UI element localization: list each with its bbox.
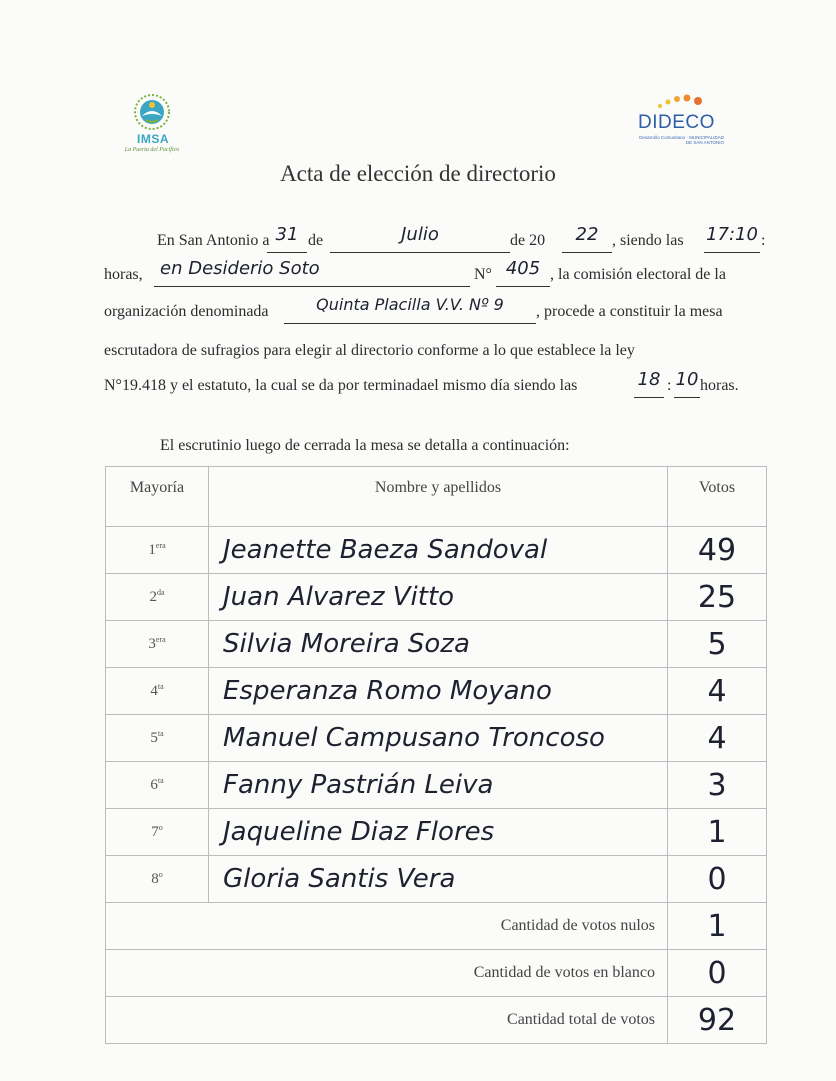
blank-votes-value: 0 — [668, 950, 767, 997]
results-table — [105, 466, 767, 1044]
text-horas-end: horas. — [700, 377, 739, 394]
name-cell: Jeanette Baeza Sandoval — [209, 527, 668, 574]
table-row — [106, 621, 767, 668]
text-colon-2: : — [667, 377, 672, 394]
field-year: 22 — [562, 232, 612, 253]
table-row — [106, 809, 767, 856]
name-cell: Gloria Santis Vera — [209, 856, 668, 903]
table-row — [106, 574, 767, 621]
imsa-logo — [112, 92, 192, 160]
name-cell: Manuel Campusano Troncoso — [209, 715, 668, 762]
name-cell: Esperanza Romo Moyano — [209, 668, 668, 715]
votes-cell: 3 — [668, 762, 767, 809]
text-organizacion: organización denominada — [104, 303, 269, 320]
votes-cell: 5 — [668, 621, 767, 668]
imsa-emblem-icon — [130, 92, 174, 132]
rank-cell: $3^{era}$ — [106, 621, 209, 668]
paragraph-line-2 — [104, 258, 766, 290]
field-day: 31 — [267, 232, 307, 253]
dideco-brand: DIDECO — [638, 112, 715, 133]
imsa-tagline: La Puerta del Pacífico — [124, 147, 180, 153]
dideco-dots-icon — [654, 94, 714, 112]
text-en-san-antonio: En San Antonio a — [157, 232, 270, 249]
field-organization: Quinta Placilla V.V. Nº 9 — [284, 303, 536, 324]
table-row — [106, 715, 767, 762]
text-siendo-las: , siendo las — [612, 232, 684, 249]
rank-cell: 8$^o$ — [106, 856, 209, 903]
blank-votes-row — [106, 950, 767, 997]
rank-cell: 7$^o$ — [106, 809, 209, 856]
scrutiny-intro: El escrutinio luego de cerrada la mesa se detalla a continuación: — [160, 437, 570, 454]
votes-cell: 4 — [668, 668, 767, 715]
paragraph-line-3 — [104, 295, 766, 327]
total-votes-value: 92 — [668, 997, 767, 1044]
dideco-logo — [632, 94, 722, 150]
rank-cell: $6^{ta}$ — [106, 762, 209, 809]
paragraph-line-4 — [104, 342, 766, 366]
field-time-start: 17:10 — [704, 232, 760, 253]
field-month: Julio — [330, 232, 510, 253]
text-horas: horas, — [104, 266, 143, 283]
null-votes-label: Cantidad de votos nulos — [106, 903, 668, 950]
null-votes-row — [106, 903, 767, 950]
header-rank: Mayoría — [106, 467, 209, 527]
table-row — [106, 527, 767, 574]
total-votes-row — [106, 997, 767, 1044]
name-cell: Jaqueline Diaz Flores — [209, 809, 668, 856]
votes-cell: 4 — [668, 715, 767, 762]
paragraph-line-5 — [104, 369, 766, 401]
table-row — [106, 856, 767, 903]
votes-cell: 49 — [668, 527, 767, 574]
name-cell: Fanny Pastrián Leiva — [209, 762, 668, 809]
text-procede: , procede a constituir la mesa — [536, 303, 723, 320]
paragraph-line-1 — [104, 224, 766, 256]
name-cell: Juan Alvarez Vitto — [209, 574, 668, 621]
blank-votes-label: Cantidad de votos en blanco — [106, 950, 668, 997]
field-number: 405 — [496, 266, 550, 287]
rank-cell: $1^{era}$ — [106, 527, 209, 574]
votes-cell: 0 — [668, 856, 767, 903]
text-escrutadora: escrutadora de sufragios para elegir al directorio conforme a lo que establece la ley — [104, 342, 635, 359]
imsa-brand: IMSA — [137, 132, 169, 146]
total-votes-label: Cantidad total de votos — [106, 997, 668, 1044]
votes-cell: 25 — [668, 574, 767, 621]
text-colon-1: : — [761, 232, 766, 249]
field-place: en Desiderio Soto — [154, 266, 470, 287]
rank-cell: $2^{da}$ — [106, 574, 209, 621]
document-title: Acta de elección de directorio — [280, 161, 556, 186]
table-row — [106, 668, 767, 715]
table-row — [106, 762, 767, 809]
table-header — [106, 467, 767, 527]
name-cell: Silvia Moreira Soza — [209, 621, 668, 668]
header-name: Nombre y apellidos — [209, 467, 668, 527]
field-end-min: 10 — [674, 377, 700, 398]
text-numero: N° — [474, 266, 492, 283]
text-comision: , la comisión electoral de la — [550, 266, 726, 283]
text-ley: N°19.418 y el estatuto, la cual se da por terminadael mismo día siendo las — [104, 377, 578, 394]
field-end-hour: 18 — [634, 377, 664, 398]
header-votes: Votos — [668, 467, 767, 527]
dideco-subtitle: Desarrollo Comunitario · MUNICIPALIDAD DE SAN ANTONIO — [639, 135, 724, 145]
votes-cell: 1 — [668, 809, 767, 856]
rank-cell: $5^{ta}$ — [106, 715, 209, 762]
text-de-20: de 20 — [510, 232, 546, 249]
text-de-1: de — [308, 232, 324, 249]
rank-cell: $4^{ta}$ — [106, 668, 209, 715]
null-votes-value: 1 — [668, 903, 767, 950]
